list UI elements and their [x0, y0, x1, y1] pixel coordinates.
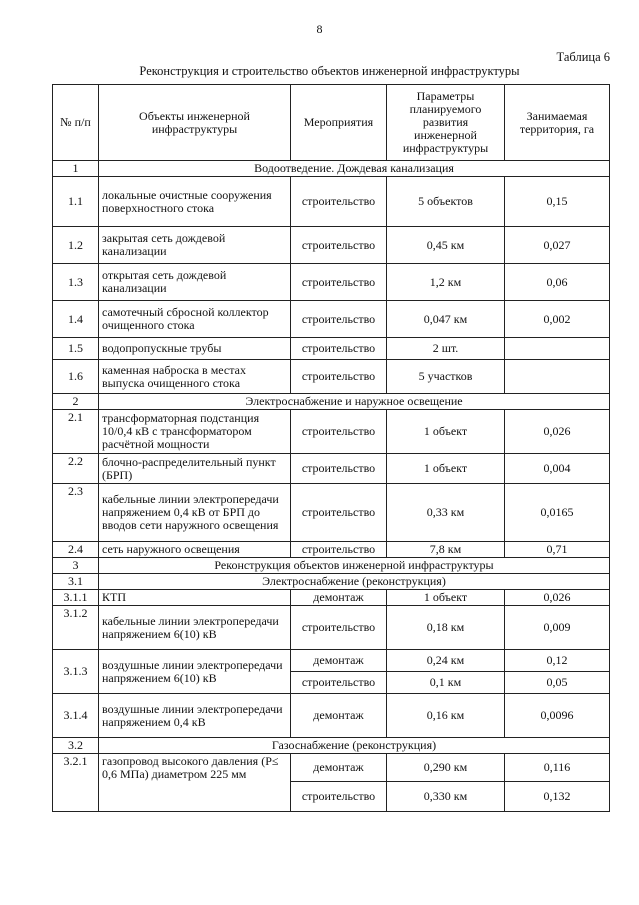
header-measure: Мероприятия — [291, 85, 387, 161]
row-measure: строительство — [291, 338, 387, 360]
row-measure: демонтаж — [291, 650, 387, 672]
row-measure: демонтаж — [291, 754, 387, 782]
row-area: 0,026 — [505, 410, 610, 454]
table-row — [53, 454, 610, 484]
row-object: кабельные линии электропередачи напряжением 0,4 кВ от БРП до вводов сети наружного освещения — [99, 484, 291, 542]
row-params: 0,24 км — [387, 650, 505, 672]
table-row — [53, 754, 610, 782]
row-object: воздушные линии электропередачи напряжением 6(10) кВ — [99, 650, 291, 694]
table-row — [53, 177, 610, 227]
row-measure: строительство — [291, 606, 387, 650]
row-area: 0,06 — [505, 264, 610, 301]
row-num: 3.1.3 — [53, 650, 99, 694]
row-object: газопровод высокого давления (Р≤ 0,6 МПа) диаметром 225 мм — [99, 754, 291, 812]
row-measure: строительство — [291, 301, 387, 338]
row-num: 3.1.2 — [53, 606, 99, 650]
row-area — [505, 360, 610, 394]
row-num: 1.4 — [53, 301, 99, 338]
row-area: 0,004 — [505, 454, 610, 484]
row-object: локальные очистные сооружения поверхностного стока — [99, 177, 291, 227]
row-params: 2 шт. — [387, 338, 505, 360]
row-params: 0,290 км — [387, 754, 505, 782]
table-row — [53, 227, 610, 264]
header-area: Занимаемая территория, га — [505, 85, 610, 161]
row-measure: строительство — [291, 454, 387, 484]
page-number: 8 — [316, 22, 323, 36]
row-params: 0,1 км — [387, 672, 505, 694]
row-area: 0,027 — [505, 227, 610, 264]
row-area: 0,0096 — [505, 694, 610, 738]
section-num: 3.1 — [53, 574, 99, 590]
section-title: Газоснабжение (реконструкция) — [99, 738, 610, 754]
section-title: Реконструкция объектов инженерной инфраструктуры — [99, 558, 610, 574]
row-params: 5 объектов — [387, 177, 505, 227]
row-measure: строительство — [291, 264, 387, 301]
row-measure: строительство — [291, 177, 387, 227]
row-area: 0,12 — [505, 650, 610, 672]
row-params: 0,047 км — [387, 301, 505, 338]
row-area: 0,116 — [505, 754, 610, 782]
row-area: 0,002 — [505, 301, 610, 338]
row-area — [505, 338, 610, 360]
section-title: Водоотведение. Дождевая канализация — [99, 161, 610, 177]
table-row — [53, 484, 610, 542]
row-params: 1 объект — [387, 590, 505, 606]
table-row — [53, 301, 610, 338]
header-object: Объекты инженерной инфраструктуры — [99, 85, 291, 161]
row-area: 0,026 — [505, 590, 610, 606]
row-measure: строительство — [291, 672, 387, 694]
row-area: 0,0165 — [505, 484, 610, 542]
table-row — [53, 650, 610, 672]
row-params: 1 объект — [387, 410, 505, 454]
table-row — [53, 338, 610, 360]
header-params: Параметры планируемого развития инженерной инфраструктуры — [387, 85, 505, 161]
row-params: 0,33 км — [387, 484, 505, 542]
table-number: Таблица 6 — [556, 50, 610, 64]
row-params: 0,45 км — [387, 227, 505, 264]
row-num: 1.3 — [53, 264, 99, 301]
row-area: 0,15 — [505, 177, 610, 227]
row-measure: строительство — [291, 227, 387, 264]
row-num: 1.1 — [53, 177, 99, 227]
row-object: трансформаторная подстанция 10/0,4 кВ с трансформатором расчётной мощности — [99, 410, 291, 454]
row-object: открытая сеть дождевой канализации — [99, 264, 291, 301]
section-row — [53, 394, 610, 410]
header-num: № п/п — [53, 85, 99, 161]
row-area: 0,71 — [505, 542, 610, 558]
section-title: Электроснабжение (реконструкция) — [99, 574, 610, 590]
row-measure: строительство — [291, 782, 387, 812]
row-params: 5 участков — [387, 360, 505, 394]
section-row — [53, 558, 610, 574]
section-num: 1 — [53, 161, 99, 177]
section-num: 3.2 — [53, 738, 99, 754]
table-row — [53, 360, 610, 394]
section-row — [53, 574, 610, 590]
row-measure: строительство — [291, 410, 387, 454]
section-num: 2 — [53, 394, 99, 410]
row-measure: демонтаж — [291, 590, 387, 606]
row-object: закрытая сеть дождевой канализации — [99, 227, 291, 264]
row-params: 7,8 км — [387, 542, 505, 558]
row-params: 0,330 км — [387, 782, 505, 812]
section-row — [53, 161, 610, 177]
row-measure: строительство — [291, 360, 387, 394]
row-object: блочно-распределительный пункт (БРП) — [99, 454, 291, 484]
row-num: 2.3 — [53, 484, 99, 542]
table-title: Реконструкция и строительство объектов инженерной инфраструктуры — [139, 64, 520, 78]
row-object: каменная наброска в местах выпуска очищенного стока — [99, 360, 291, 394]
row-object: водопропускные трубы — [99, 338, 291, 360]
row-params: 0,16 км — [387, 694, 505, 738]
row-object: КТП — [99, 590, 291, 606]
row-num: 1.5 — [53, 338, 99, 360]
row-num: 1.2 — [53, 227, 99, 264]
row-area: 0,05 — [505, 672, 610, 694]
row-params: 1,2 км — [387, 264, 505, 301]
header-row — [53, 85, 610, 161]
row-object: кабельные линии электропередачи напряжением 6(10) кВ — [99, 606, 291, 650]
section-title: Электроснабжение и наружное освещение — [99, 394, 610, 410]
infrastructure-table — [52, 84, 610, 812]
row-measure: строительство — [291, 484, 387, 542]
section-num: 3 — [53, 558, 99, 574]
row-num: 2.2 — [53, 454, 99, 484]
table-row — [53, 542, 610, 558]
row-num: 2.4 — [53, 542, 99, 558]
section-row — [53, 738, 610, 754]
table-row — [53, 410, 610, 454]
table-row — [53, 694, 610, 738]
row-params: 0,18 км — [387, 606, 505, 650]
table-row — [53, 590, 610, 606]
row-num: 2.1 — [53, 410, 99, 454]
row-num: 3.1.4 — [53, 694, 99, 738]
row-object: самотечный сбросной коллектор очищенного стока — [99, 301, 291, 338]
row-object: воздушные линии электропередачи напряжением 0,4 кВ — [99, 694, 291, 738]
row-measure: демонтаж — [291, 694, 387, 738]
table-row — [53, 264, 610, 301]
row-area: 0,132 — [505, 782, 610, 812]
row-num: 1.6 — [53, 360, 99, 394]
row-num: 3.2.1 — [53, 754, 99, 812]
row-num: 3.1.1 — [53, 590, 99, 606]
table-row — [53, 606, 610, 650]
row-params: 1 объект — [387, 454, 505, 484]
row-object: сеть наружного освещения — [99, 542, 291, 558]
row-measure: строительство — [291, 542, 387, 558]
row-area: 0,009 — [505, 606, 610, 650]
